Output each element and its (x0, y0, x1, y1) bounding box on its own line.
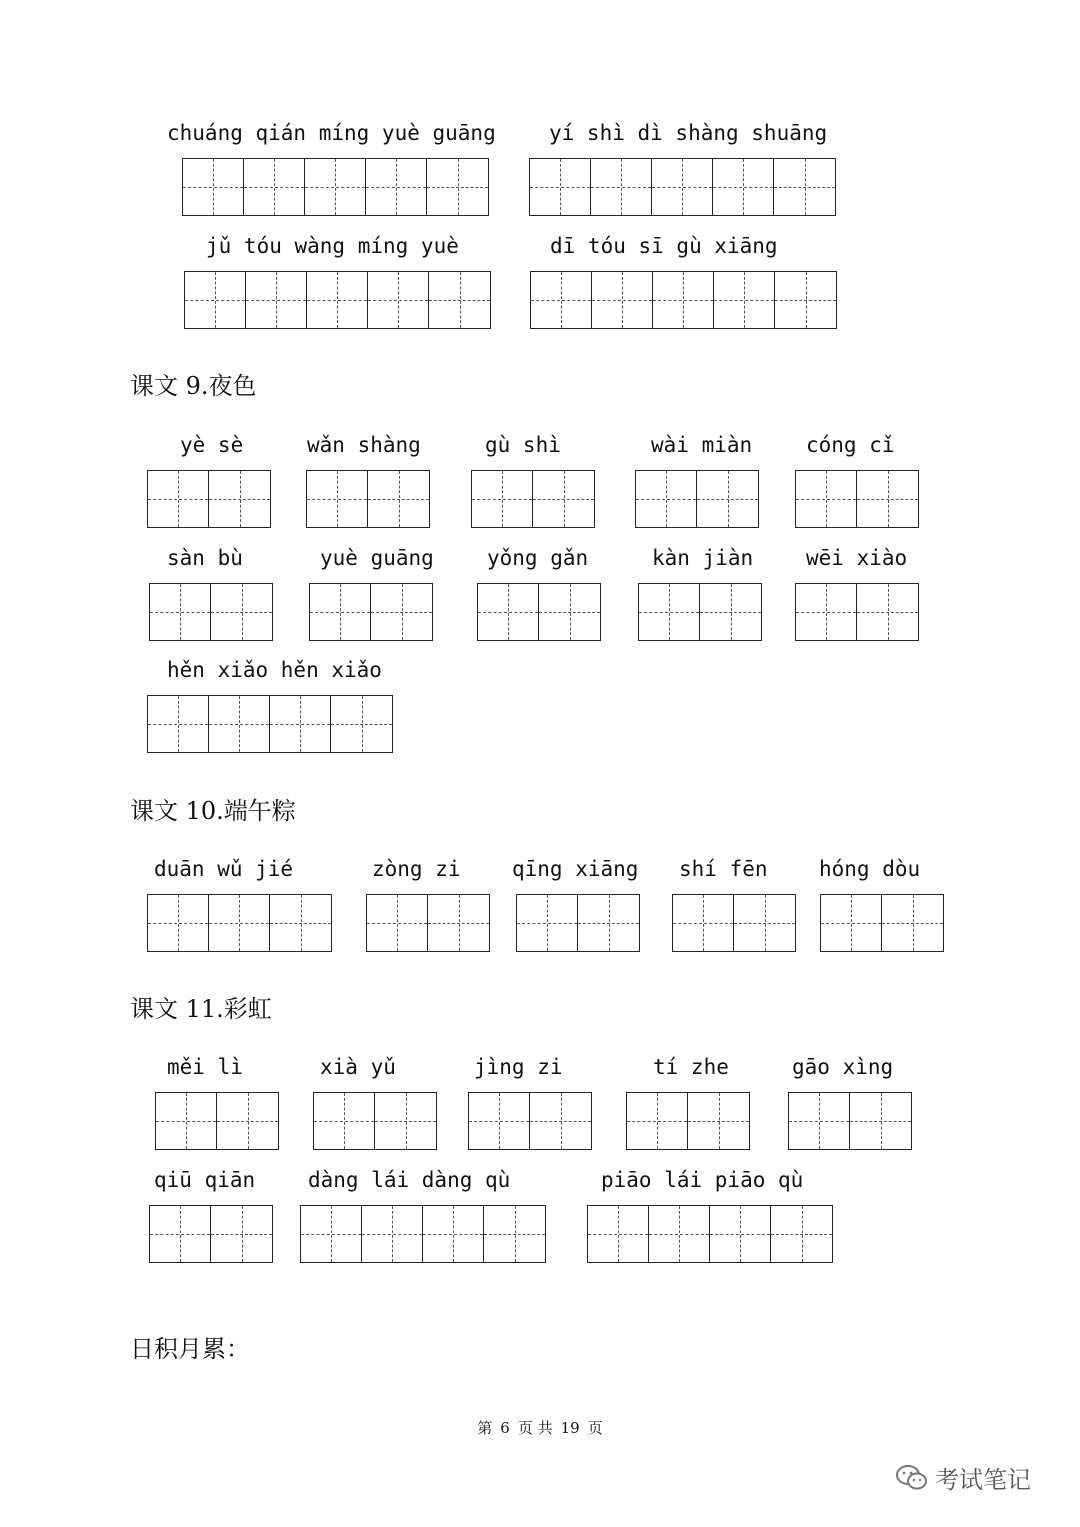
writing-cell[interactable] (639, 584, 700, 640)
writing-cell[interactable] (270, 696, 331, 752)
footer-prefix: 第 (477, 1419, 493, 1437)
writing-grid (155, 1092, 279, 1150)
writing-cell[interactable] (307, 272, 368, 328)
writing-grid (300, 1205, 546, 1263)
writing-cell[interactable] (697, 471, 758, 527)
pinyin-text: yǒng gǎn (487, 546, 589, 570)
writing-grid (149, 1205, 273, 1263)
writing-grid (788, 1092, 912, 1150)
writing-cell[interactable] (710, 1206, 771, 1262)
watermark-text: 考试笔记 (935, 1466, 1031, 1494)
writing-cell[interactable] (209, 471, 270, 527)
pinyin-text: jìng zi (474, 1055, 563, 1079)
writing-cell[interactable] (592, 272, 653, 328)
pinyin-text: wài miàn (651, 433, 753, 457)
pinyin-text: xià yǔ (320, 1055, 396, 1079)
writing-grid (366, 894, 490, 952)
writing-cell[interactable] (246, 272, 307, 328)
writing-grid (468, 1092, 592, 1150)
writing-cell[interactable] (530, 1093, 591, 1149)
writing-grid (471, 470, 595, 528)
writing-cell[interactable] (368, 272, 429, 328)
writing-cell[interactable] (478, 584, 539, 640)
pinyin-text: kàn jiàn (652, 546, 754, 570)
pinyin-text: wǎn shàng (307, 433, 421, 457)
writing-cell[interactable] (882, 895, 943, 951)
writing-cell[interactable] (150, 1206, 211, 1262)
watermark (895, 1460, 1031, 1495)
pinyin-text: sàn bù (167, 546, 243, 570)
pinyin-text: dàng lái dàng qù (308, 1168, 511, 1192)
total-pages: 19 (560, 1419, 580, 1437)
writing-cell[interactable] (156, 1093, 217, 1149)
writing-cell[interactable] (148, 895, 209, 951)
writing-cell[interactable] (857, 471, 918, 527)
writing-cell[interactable] (371, 584, 432, 640)
writing-cell[interactable] (796, 584, 857, 640)
writing-grid (149, 583, 273, 641)
writing-cell[interactable] (368, 471, 429, 527)
writing-cell[interactable] (211, 584, 272, 640)
writing-grid (672, 894, 796, 952)
pinyin-text: qiū qiān (154, 1168, 256, 1192)
pinyin-text: měi lì (167, 1055, 243, 1079)
writing-cell[interactable] (578, 895, 639, 951)
pinyin-text: gù shì (485, 433, 561, 457)
writing-cell[interactable] (423, 1206, 484, 1262)
writing-grid (820, 894, 944, 952)
writing-cell[interactable] (429, 272, 490, 328)
writing-grid (184, 271, 491, 329)
writing-cell[interactable] (734, 895, 795, 951)
writing-cell[interactable] (362, 1206, 423, 1262)
writing-cell[interactable] (244, 159, 305, 215)
writing-cell[interactable] (821, 895, 882, 951)
writing-grid (587, 1205, 833, 1263)
writing-cell[interactable] (850, 1093, 911, 1149)
page-number: 6 (500, 1419, 510, 1437)
pinyin-text: cóng cǐ (806, 433, 895, 457)
writing-cell[interactable] (185, 272, 246, 328)
section-heading: 课文 9.夜色 (130, 372, 257, 400)
writing-cell[interactable] (375, 1093, 436, 1149)
writing-cell[interactable] (653, 272, 714, 328)
writing-cell[interactable] (209, 696, 270, 752)
writing-cell[interactable] (211, 1206, 272, 1262)
pinyin-text: yuè guāng (320, 546, 434, 570)
writing-cell[interactable] (857, 584, 918, 640)
writing-cell[interactable] (305, 159, 366, 215)
writing-grid (795, 470, 919, 528)
writing-grid (530, 271, 837, 329)
pinyin-text: qīng xiāng (512, 857, 639, 881)
writing-cell[interactable] (789, 1093, 850, 1149)
writing-cell[interactable] (367, 895, 428, 951)
writing-grid (313, 1092, 437, 1150)
wechat-icon (895, 1463, 929, 1493)
footer-middle: 页 共 (517, 1419, 553, 1437)
writing-cell[interactable] (517, 895, 578, 951)
section-heading: 日积月累： (130, 1335, 250, 1363)
writing-grid (516, 894, 640, 952)
writing-grid (309, 583, 433, 641)
writing-cell[interactable] (183, 159, 244, 215)
pinyin-text: gāo xìng (792, 1055, 894, 1079)
writing-cell[interactable] (649, 1206, 710, 1262)
writing-cell[interactable] (469, 1093, 530, 1149)
writing-cell[interactable] (310, 584, 371, 640)
pinyin-text: dī tóu sī gù xiāng (550, 234, 778, 258)
pinyin-text: hóng dòu (819, 857, 921, 881)
writing-cell[interactable] (531, 272, 592, 328)
writing-cell[interactable] (427, 159, 488, 215)
writing-cell[interactable] (209, 895, 270, 951)
writing-grid (529, 158, 836, 216)
writing-cell[interactable] (148, 696, 209, 752)
writing-cell[interactable] (217, 1093, 278, 1149)
footer-suffix: 页 (587, 1419, 603, 1437)
writing-grid (182, 158, 489, 216)
section-heading: 课文 11.彩虹 (130, 995, 272, 1023)
writing-cell[interactable] (700, 584, 761, 640)
pinyin-text: yí shì dì shàng shuāng (549, 121, 828, 145)
writing-cell[interactable] (796, 471, 857, 527)
writing-cell[interactable] (484, 1206, 545, 1262)
writing-cell[interactable] (539, 584, 600, 640)
pinyin-text: wēi xiào (806, 546, 908, 570)
section-heading: 课文 10.端午粽 (130, 797, 296, 825)
writing-cell[interactable] (774, 159, 835, 215)
writing-cell[interactable] (591, 159, 652, 215)
writing-cell[interactable] (636, 471, 697, 527)
writing-cell[interactable] (301, 1206, 362, 1262)
writing-cell[interactable] (530, 159, 591, 215)
writing-cell[interactable] (588, 1206, 649, 1262)
pinyin-text: jǔ tóu wàng míng yuè (206, 234, 459, 258)
pinyin-text: hěn xiǎo hěn xiǎo (167, 658, 382, 682)
page-footer (0, 1418, 1080, 1438)
writing-cell[interactable] (714, 272, 775, 328)
writing-cell[interactable] (771, 1206, 832, 1262)
writing-cell[interactable] (270, 895, 331, 951)
pinyin-text: zòng zi (372, 857, 461, 881)
writing-cell[interactable] (627, 1093, 688, 1149)
writing-cell[interactable] (366, 159, 427, 215)
writing-cell[interactable] (652, 159, 713, 215)
writing-cell[interactable] (428, 895, 489, 951)
writing-grid (147, 894, 332, 952)
writing-cell[interactable] (314, 1093, 375, 1149)
writing-grid (306, 470, 430, 528)
writing-cell[interactable] (673, 895, 734, 951)
writing-grid (147, 695, 393, 753)
pinyin-text: yè sè (180, 433, 244, 457)
writing-grid (147, 470, 271, 528)
writing-cell[interactable] (688, 1093, 749, 1149)
writing-grid (626, 1092, 750, 1150)
writing-cell[interactable] (148, 471, 209, 527)
writing-grid (795, 583, 919, 641)
writing-cell[interactable] (472, 471, 533, 527)
writing-grid (477, 583, 601, 641)
writing-cell[interactable] (307, 471, 368, 527)
writing-cell[interactable] (331, 696, 392, 752)
writing-cell[interactable] (775, 272, 836, 328)
pinyin-text: tí zhe (653, 1055, 729, 1079)
writing-grid (635, 470, 759, 528)
writing-cell[interactable] (533, 471, 594, 527)
writing-cell[interactable] (150, 584, 211, 640)
pinyin-text: shí fēn (679, 857, 768, 881)
pinyin-text: duān wǔ jié (154, 857, 294, 881)
writing-cell[interactable] (713, 159, 774, 215)
writing-grid (638, 583, 762, 641)
pinyin-text: chuáng qián míng yuè guāng (167, 121, 496, 145)
pinyin-text: piāo lái piāo qù (601, 1168, 804, 1192)
